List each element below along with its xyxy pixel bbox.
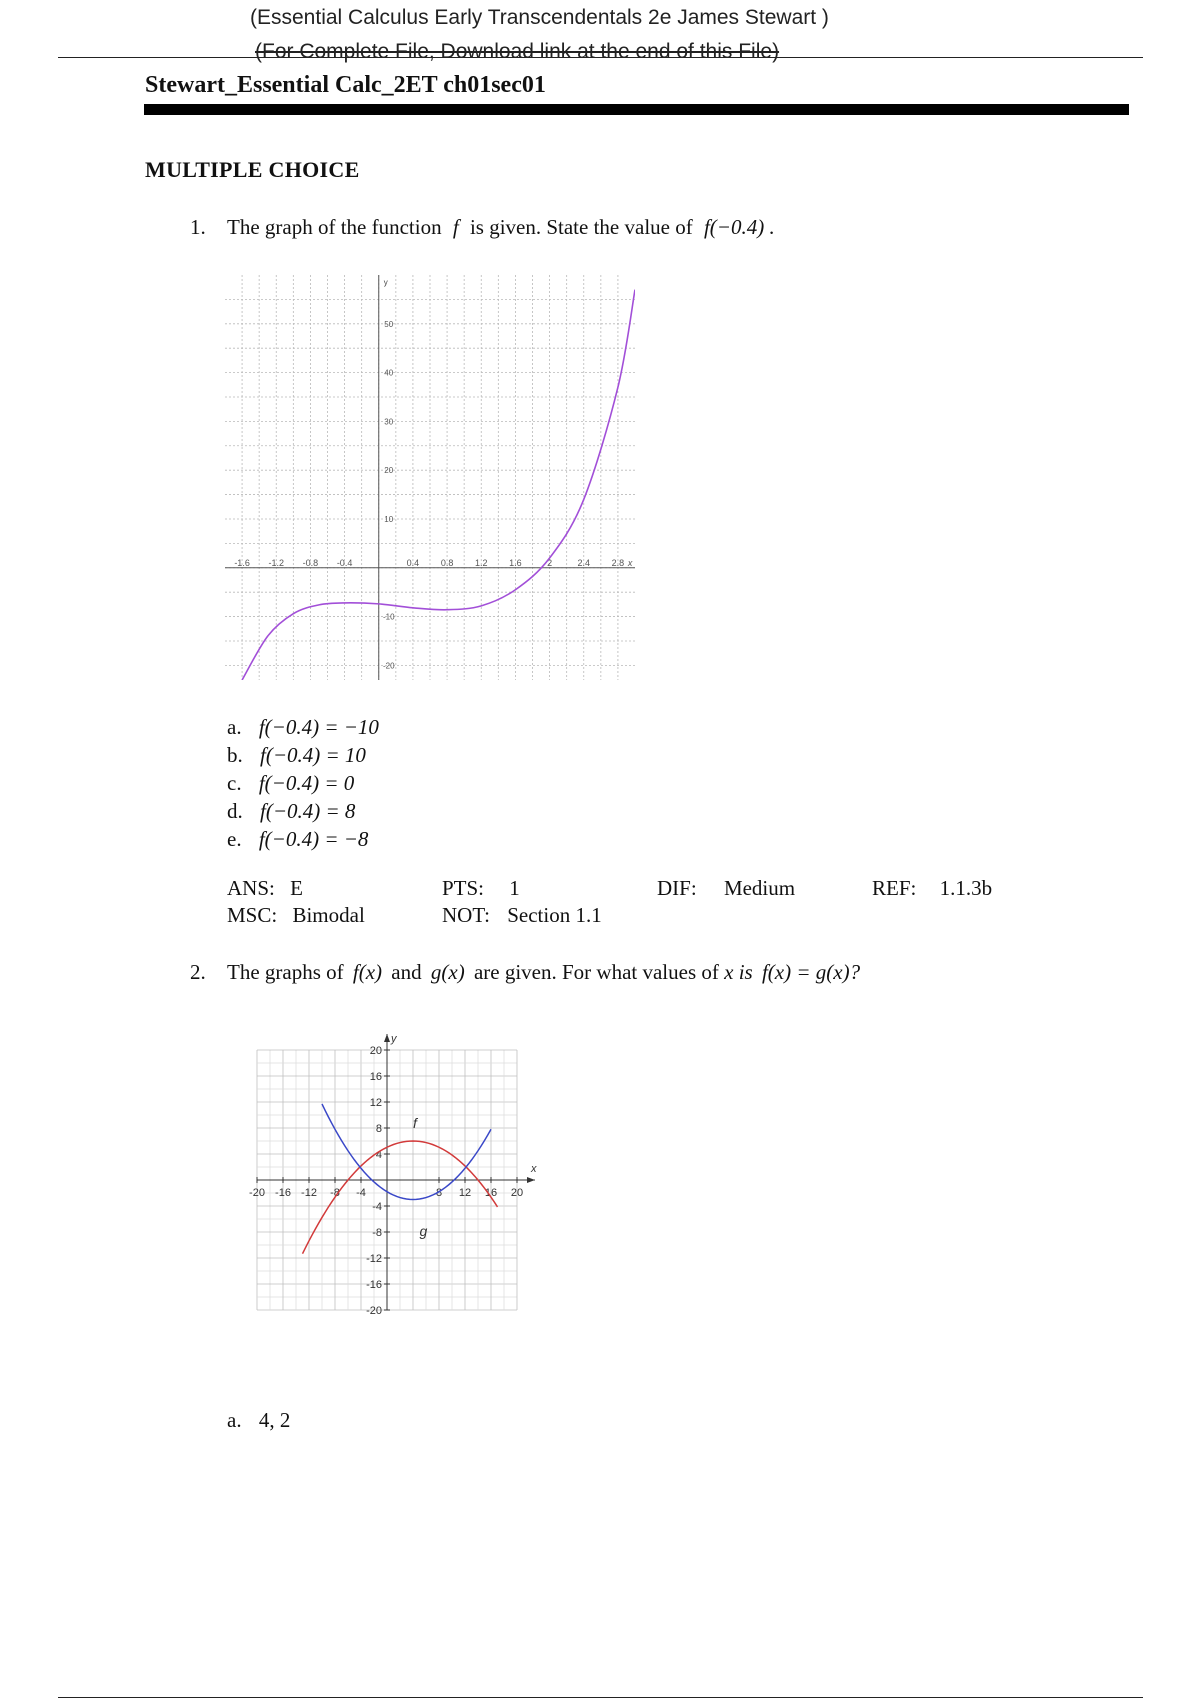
q2-text: [227, 960, 860, 985]
y-tick-label: -12: [366, 1253, 382, 1265]
y-tick-label: -20: [366, 1305, 382, 1317]
y-tick-label: 8: [375, 1123, 382, 1135]
q2-text-a: The graphs of: [227, 960, 344, 984]
dif-value: Medium: [723, 876, 796, 900]
x-tick-label: 1.6: [509, 557, 522, 568]
y-tick-label: -8: [372, 1227, 382, 1239]
pts-label: PTS:: [442, 876, 485, 900]
x-tick-label: 2: [547, 557, 553, 568]
x-tick-label: -4: [356, 1187, 366, 1199]
q1-not: [442, 903, 602, 928]
x-tick-label: -0.8: [302, 557, 319, 568]
q1-ref: [872, 876, 992, 901]
option-text: f(−0.4) = −10: [258, 715, 379, 739]
msc-label: MSC:: [227, 903, 278, 927]
x-tick-label: 0.4: [406, 557, 420, 568]
q1-text-b: is given. State the value of: [469, 215, 693, 239]
q2-tick-labels: [249, 1045, 523, 1317]
y-tick-label: 16: [369, 1071, 382, 1083]
option-text: 4, 2: [258, 1408, 291, 1432]
x-tick-label: 20: [510, 1187, 524, 1199]
q1-ans: [227, 876, 303, 901]
q2-x-axis-label: x: [531, 1163, 537, 1175]
q1-y-axis-label: y: [383, 278, 388, 287]
q1-number: 1.: [190, 215, 206, 239]
not-label: NOT:: [442, 903, 490, 927]
y-tick-label: 30: [384, 417, 394, 427]
q1-msc: [227, 903, 365, 928]
doc-title: Stewart_Essential Calc_2ET ch01sec01: [145, 72, 546, 98]
option-text: f(−0.4) = 0: [258, 771, 355, 795]
x-tick-label: 1.2: [474, 557, 488, 568]
header-line-2: (For Complete File, Download link at the end of this File): [255, 40, 780, 63]
q1-expr: f(−0.4) .: [703, 215, 775, 239]
title-bar: [144, 104, 1129, 115]
option-text: f(−0.4) = 8: [260, 799, 356, 823]
q1-fn: f: [452, 215, 459, 239]
q2-eq: f(x) = g(x)?: [761, 960, 861, 984]
option-letter: c.: [227, 771, 242, 795]
q2-g-curve: [322, 1104, 491, 1200]
q1-pts: [442, 876, 520, 901]
ref-label: REF:: [872, 876, 917, 900]
x-tick-label: 12: [458, 1187, 472, 1199]
x-tick-label: 2.8: [611, 557, 625, 568]
option-letter: b.: [227, 743, 243, 767]
q2-y-axis-label: y: [391, 1033, 397, 1045]
q2-and: and: [391, 960, 422, 984]
q1-option-b: [227, 743, 366, 768]
q2-graph: [245, 1025, 565, 1345]
ref-value: 1.1.3b: [939, 876, 993, 900]
option-text: f(−0.4) = −8: [258, 827, 369, 851]
q1-option-e: [227, 827, 368, 852]
y-tick-label: 4: [375, 1149, 382, 1161]
q2-option-a: [227, 1408, 290, 1433]
q2-number: 2.: [190, 960, 206, 984]
y-tick-label: 40: [384, 368, 394, 378]
q2-g-label: g: [419, 1223, 428, 1239]
q1-option-a: [227, 715, 379, 740]
q1-text: [227, 215, 775, 240]
dif-label: DIF:: [657, 876, 697, 900]
q2-text-b: are given. For what values of: [473, 960, 719, 984]
y-tick-label: -10: [382, 612, 395, 622]
ans-value: E: [290, 876, 303, 900]
x-axis-arrow: [527, 1177, 535, 1183]
y-tick-label: 12: [369, 1097, 382, 1109]
option-text: f(−0.4) = 10: [260, 743, 366, 767]
q2-x: x is: [724, 960, 753, 984]
y-tick-label: -20: [382, 661, 395, 671]
q1-dif: [657, 876, 795, 901]
option-letter: a.: [227, 715, 242, 739]
q2-axes: [257, 1034, 535, 1310]
x-axis-label: x: [627, 557, 633, 568]
y-tick-label: 10: [384, 514, 394, 524]
x-tick-label: -8: [330, 1187, 340, 1199]
q1-graph: [225, 275, 635, 680]
q2-f: f(x): [352, 960, 383, 984]
footer-rule: [58, 1697, 1143, 1698]
x-tick-label: -1.2: [268, 557, 285, 568]
section-heading: MULTIPLE CHOICE: [145, 157, 360, 182]
not-value: Section 1.1: [507, 903, 602, 927]
x-tick-label: 2.4: [577, 557, 591, 568]
x-tick-label: -0.4: [336, 557, 353, 568]
y-tick-label: -16: [366, 1279, 382, 1291]
option-letter: e.: [227, 827, 242, 851]
q1-grid: [225, 275, 635, 680]
y-tick-label: 50: [384, 319, 394, 329]
x-tick-label: -16: [275, 1187, 291, 1199]
y-tick-label: 20: [384, 466, 394, 476]
x-tick-label: -20: [249, 1187, 265, 1199]
ans-label: ANS:: [227, 876, 275, 900]
msc-value: Bimodal: [292, 903, 365, 927]
x-tick-label: -12: [301, 1187, 317, 1199]
y-tick-label: 20: [369, 1045, 382, 1057]
pts-value: 1: [509, 876, 520, 900]
option-letter: d.: [227, 799, 243, 823]
header-line-1: (Essential Calculus Early Transcendentals 2e James Stewart ): [250, 6, 829, 29]
q1-text-a: The graph of the function: [227, 215, 442, 239]
q2-f-label: f: [413, 1115, 417, 1131]
x-tick-label: 16: [484, 1187, 498, 1199]
y-axis-arrow: [384, 1034, 390, 1042]
q1-option-c: [227, 771, 354, 796]
x-tick-label: 8: [435, 1187, 443, 1199]
q2-g: g(x): [430, 960, 465, 984]
option-letter: a.: [227, 1408, 242, 1432]
x-tick-label: -1.6: [234, 557, 250, 568]
y-tick-label: -4: [372, 1201, 382, 1213]
x-tick-label: 0.8: [440, 557, 454, 568]
q1-option-d: [227, 799, 355, 824]
